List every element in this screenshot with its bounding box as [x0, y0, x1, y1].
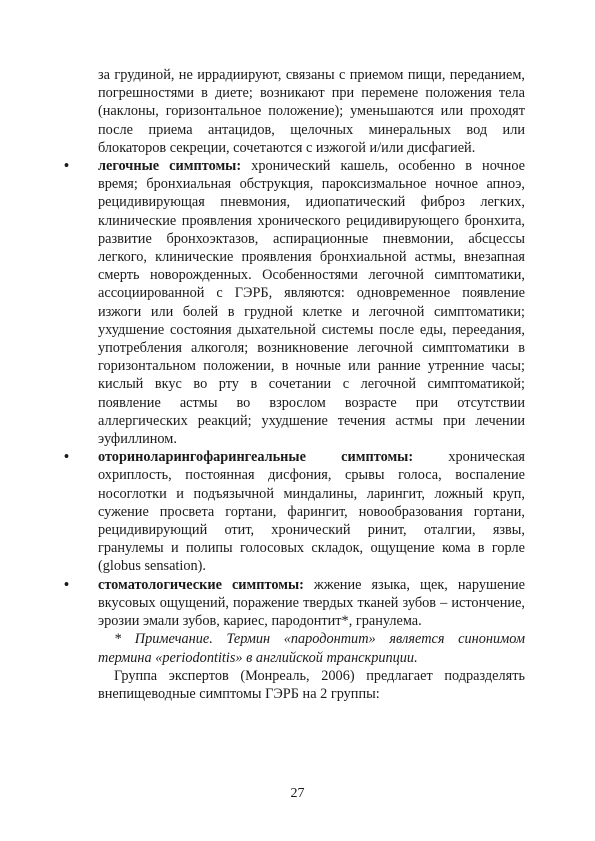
bullet-item-dental: [64, 576, 525, 631]
page-body: [64, 66, 525, 703]
page-number: 27: [290, 786, 305, 801]
bullet-marker: •: [64, 576, 70, 593]
bullet-item-pulmonary: [64, 157, 525, 448]
bullet-text: жжение языка, щек, нарушение вкусовых ощущений, поражение твердых тканей зубов – истончение, эрозии эмали зубов, кариес, пародонтит*, гранулема.: [98, 576, 525, 630]
body-paragraph: Группа экспертов (Монреаль, 2006) предлагает подразделять внепищеводные симптомы ГЭРБ на 2 группы:: [98, 667, 525, 702]
bullet-marker: •: [64, 158, 70, 175]
bullet-heading: оториноларингофарингеальные симптомы:: [98, 449, 414, 466]
bullet-heading: стоматологические симптомы:: [98, 576, 304, 593]
footnote-remark: * Примечание. Термин «пародонтит» является синонимом термина «periodontitis» в английской транскрипции.: [98, 631, 525, 666]
bullet-text: хроническая охриплость, постоянная дисфония, срывы голоса, воспаление носоглотки и подъязычной миндалины, ларингит, ложный круп, сужение просвета гортани, фарингит, новообразования гортани, рецидивирующий отит, хронический ринит, оталгии, язвы, гранулемы и полипы голосовых складок, ощущение кома в горле (globus sensation).: [98, 449, 525, 575]
bullet-item-ent: [64, 448, 525, 575]
bullet-marker: •: [64, 449, 70, 466]
continuation-paragraph: за грудиной, не иррадиируют, связаны с приемом пищи, переданием, погрешностями в диете; возникают при перемене положения тела (наклоны, горизонтальное положение); уменьшаются или проходят после приема антацидов, щелочных минеральных вод или блокаторов секреции, сочетаются с изжогой и/или дисфагией.: [98, 67, 525, 156]
bullet-text: хронический кашель, особенно в ночное время; бронхиальная обструкция, пароксизмальное ночное апноэ, рецидивирующая пневмония, идиопатический фиброз легких, клинические проявления хронического рецидивирующего бронхита, развитие бронхоэктазов, аспирационные пневмонии, абсцессы легкого, клинические проявления бронхиальной астмы, внезапная смерть новорожденных. Особенностями легочной симптоматики, ассоциированной с ГЭРБ, являются: одновременное появление изжоги или болей в грудной клетке и легочной симптоматики; ухудшение состояния дыхательной системы после еды, переедания, употребления алкоголя; возникновение легочной симптоматики в горизонтальном положении, в ночные или ранние утренние часы; кислый вкус во рту в сочетании с легочной симптоматикой; появление астмы во взрослом возрасте при отсутствии аллергических реакций; ухудшение течения астмы при лечении эуфиллином.: [98, 158, 525, 448]
bullet-heading: легочные симптомы:: [98, 158, 242, 175]
